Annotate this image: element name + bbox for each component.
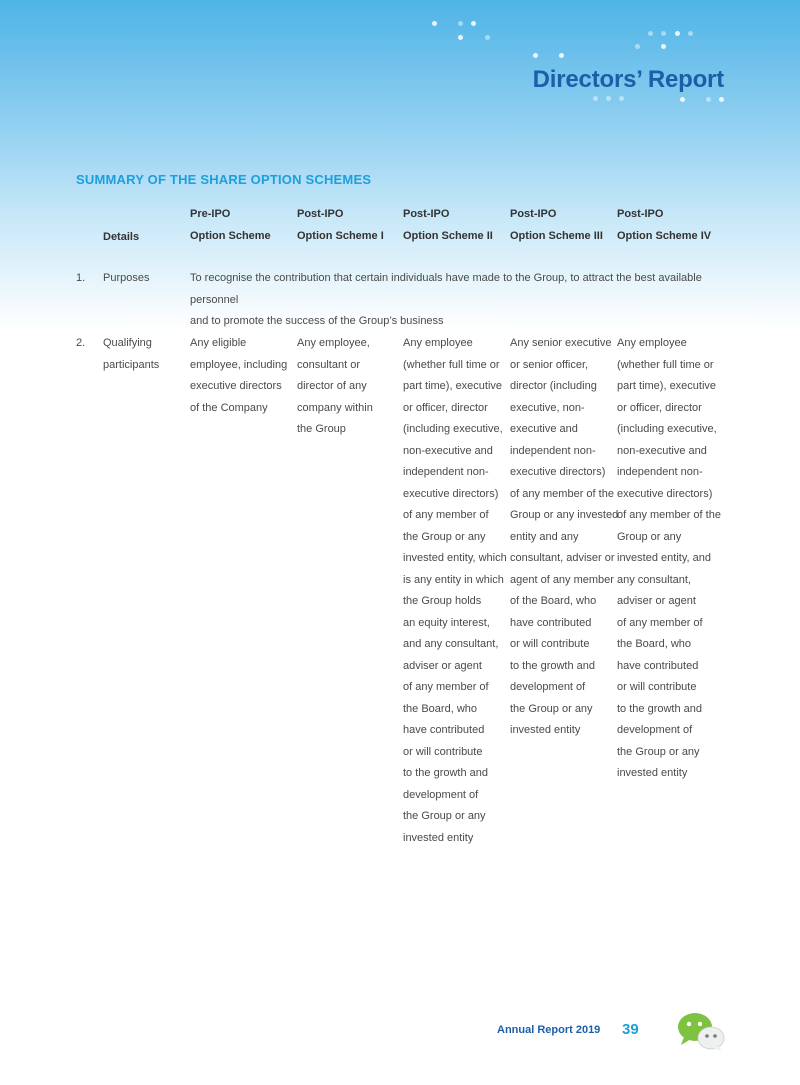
decor-dot xyxy=(675,31,680,36)
decor-dot xyxy=(688,31,693,36)
row-number: 1. xyxy=(76,272,86,284)
purposes-text: To recognise the contribution that certain individuals have made to the Group, to attract the best available personnel and to promote the success of the Group’s business xyxy=(190,272,702,327)
row-number: 2. xyxy=(76,337,86,349)
page-number: 39 xyxy=(622,1021,639,1038)
decor-dot xyxy=(432,21,437,26)
cell-pre-ipo-participants: Any eligible employee, including executive directors of the Company xyxy=(190,337,288,414)
decor-dot xyxy=(606,96,611,101)
decor-dot xyxy=(458,35,463,40)
column-header-post-ipo-3: Post-IPO Option Scheme III xyxy=(510,208,603,242)
decor-dot xyxy=(661,31,666,36)
column-header-post-ipo-4: Post-IPO Option Scheme IV xyxy=(617,208,712,242)
decor-dot xyxy=(619,96,624,101)
column-header-post-ipo-2: Post-IPO Option Scheme II xyxy=(403,208,493,242)
decor-dot xyxy=(706,97,711,102)
cell-post-ipo-1-participants: Any employee, consultant or director of any company within the Group xyxy=(297,337,373,435)
details-header: Details xyxy=(103,231,140,243)
decor-dot xyxy=(458,21,463,26)
decor-dot xyxy=(719,97,724,102)
cell-post-ipo-4-participants: Any employee (whether full time or part time), executive or officer, director (including executive, non-executive and independent non- executive directors) of any member of the Group or any invested entity, and any consultant, adviser or agent of any member of the Board, who have contributed or will contribute to the growth and development of the Group or any invested entity xyxy=(617,337,721,779)
decor-dot xyxy=(471,21,476,26)
footer-label: Annual Report 2019 xyxy=(497,1024,601,1036)
decor-dot xyxy=(593,96,598,101)
row-label-purposes: Purposes xyxy=(103,272,150,284)
cell-post-ipo-2-participants: Any employee (whether full time or part time), executive or officer, director (including executive, non-executive and independent non- executive directors) of any member of the Group or any invested entity, which is any entity in which the Group holds an equity interest, and any consultant, adviser or agent of any member of the Board, who have contributed or will contribute to the growth and development of the Group or any invested entity xyxy=(403,337,507,844)
column-header-pre-ipo: Pre-IPO Option Scheme xyxy=(190,208,271,242)
decor-dot xyxy=(559,53,564,58)
column-header-post-ipo-1: Post-IPO Option Scheme I xyxy=(297,208,384,242)
row-label-qualifying-participants: Qualifying participants xyxy=(103,337,160,371)
report-title: Directors’ Report xyxy=(532,66,724,93)
section-title: SUMMARY OF THE SHARE OPTION SCHEMES xyxy=(76,172,372,187)
cell-post-ipo-3-participants: Any senior executive or senior officer, director (including executive, non- executive and independent non- executive directors) of any member of the Group or any invested entity and any consultant, adviser or agent of any member of the Board, who have contributed or will contribute to the growth and development of the Group or any invested entity xyxy=(510,337,619,736)
wechat-icon xyxy=(676,1010,726,1052)
decor-dot xyxy=(485,35,490,40)
decor-dot xyxy=(533,53,538,58)
decor-dot xyxy=(648,31,653,36)
decor-dot xyxy=(635,44,640,49)
decor-dot xyxy=(661,44,666,49)
decor-dot xyxy=(680,97,685,102)
